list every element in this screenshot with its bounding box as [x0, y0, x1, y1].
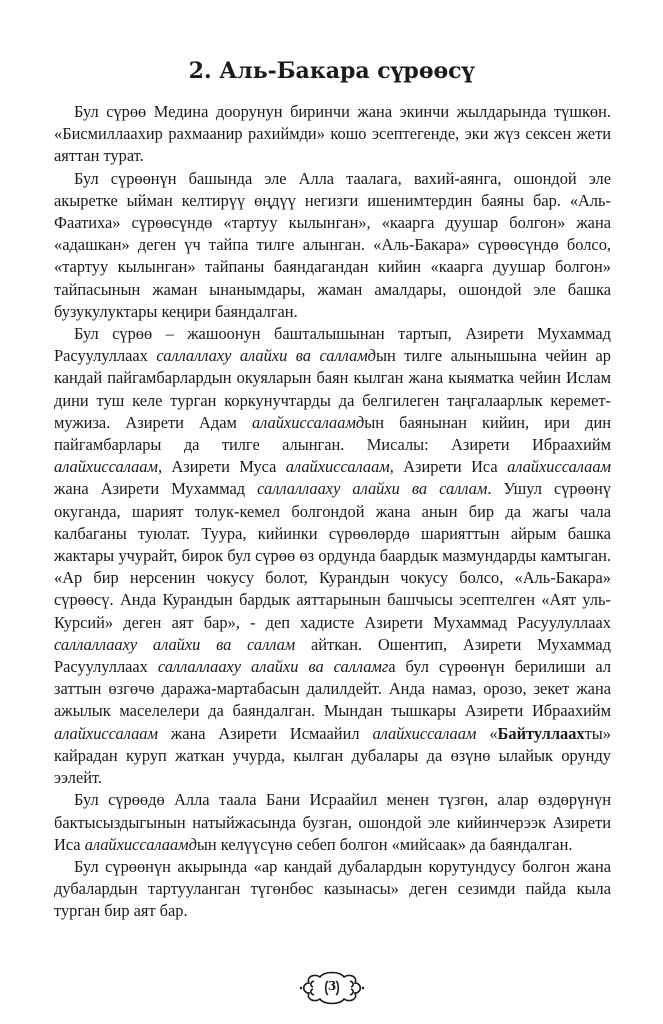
bold-phrase: Байтуллаах: [497, 723, 585, 743]
paragraph: [54, 101, 611, 168]
italic-phrase: саллаллааху алайхи ва салламг: [157, 657, 389, 677]
paragraph: [54, 323, 611, 789]
italic-phrase: алайхиссалаамд: [251, 412, 365, 432]
text-run: Бул сүрөөнүн башында эле Алла таалага, вахий-аянга, ошондой эле акыретке ыйман келтирүү өңдүү негизги ишенимтердин баяны бар. «Аль-Фаатиха» сүрөөсүндө «тартуу кылынган», «каарга дуушар болгон» жана «адашкан» деген үч тайпа тилге алынган. «Аль-Бакара» сүрөөсүндө болсо, «тартуу кылынган» тайпаны баяндагандан кийин «каарга дуушар болгон» тайпасынын жаман ынанымдары, жаман амалдары, ошондой эле башка бузукулуктары кеңири баяндалган.: [54, 168, 611, 321]
text-run: Бул сүрөөдө Алла таала Бани Исраайил менен түзгөн, алар өздөрүнүн бактысыздыгынын натыйжасында бузган, ошондой эле кийинчерээк Азирети Иса: [54, 790, 611, 854]
text-run: ын келүүсүнө себеп болгон «мийсаак» да баяндалган.: [196, 834, 573, 854]
text-run: Бул сүрөө Медина доорунун биринчи жана экинчи жылдарында түшкөн. «Бисмиллаахир рахмаанир рахиймди» кошо эсептегенде, эки жүз сексен жети аяттан турат.: [54, 102, 611, 166]
italic-phrase: саллаллааху алайхи ва саллам: [54, 634, 296, 654]
page-number: 3: [327, 979, 337, 993]
italic-phrase: алайхиссалаам: [285, 457, 390, 477]
text-run: а бул сүрөөнүн берилиши ал заттын өзгөчө даража-мартабасын далилдейт. Анда намаз, орозо, зекет жана ажылык маселелери да баяндалган. Мындан тышкары Азирети Ибраахийм: [54, 657, 612, 721]
body-text: [54, 101, 611, 923]
text-run: ын баянынан кийин, ири дин пайгамбарлары да тилге алынган. Мисалы: Азирети Ибраахийм: [54, 412, 611, 455]
text-run: «: [476, 723, 498, 743]
text-run: Бул сүрөөнүн акырында «ар кандай дубалардын корутундусу болгон жана дубалардын тартууланган түгөнбөс казынасы» деген сезимди пайда кыла турган бир аят бар.: [54, 856, 611, 921]
paragraph: [54, 856, 611, 923]
text-run: , Азирети Иса: [389, 457, 508, 477]
italic-phrase: алайхиссалаам: [507, 457, 611, 477]
italic-phrase: алайхиссалаам: [54, 457, 158, 477]
text-run: айткан. Ошентип, Азирети Мухаммад Расуулуллаах: [54, 634, 612, 677]
text-run: ты» кайрадан куруп жаткан учурда, кылган дубалары да өзүнө ылайык орунду ээлейт.: [54, 723, 611, 788]
italic-phrase: саллаллаху алайхи ва салламд: [156, 346, 376, 366]
text-run: , Азирети Муса: [157, 457, 286, 477]
italic-phrase: алайхиссалаам: [372, 723, 477, 743]
text-run: . Ушул сүрөөнү окуганда, шарият толук-кемел болгондой жана анын бир да жагы чала калбаганы туюлат. Туура, кийинки сүрөөлөрдө шарияттын айрым башка жактары учурайт, бирок бул сүрөө өз ордунда баардык мазмундарды камтыган. «Ар бир нерсенин чокусу болот, Курандын чокусу болсо, «Аль-Бакара» сүрөөсү. Анда Курандын бардык аяттарынын башчысы эсептелген «Аят уль-Курсий» деген аят бар», - деп хадисте Азирети Мухаммад Расуулуллаах: [54, 479, 611, 632]
italic-phrase: саллаллааху алайхи ва саллам: [257, 479, 488, 499]
page-number-badge: [300, 969, 364, 1007]
text-run: Бул сүрөө – жашоонун башталышынан тартып, Азирети Мухаммад Расуулуллаах: [54, 324, 611, 366]
text-run: жана Азирети Исмаайил: [157, 723, 373, 743]
italic-phrase: алайхиссалаам: [54, 723, 158, 743]
text-run: ын тилге алынышына чейин ар кандай пайгамбарлардын окуяларын баян кылган жана кыяматка чейин Ислам дини туш келе турган коркунучтарды да белгилеген таңгалаарлык керемет-мужиза. Азирети Адам: [54, 346, 612, 432]
text-run: жана Азирети Мухаммад: [54, 479, 258, 499]
italic-phrase: алайхиссалаамд: [84, 834, 197, 854]
paragraph: [54, 789, 611, 856]
paragraph: [54, 168, 611, 323]
page-title: 2. Аль-Бакара сүрөөсү: [188, 58, 475, 84]
